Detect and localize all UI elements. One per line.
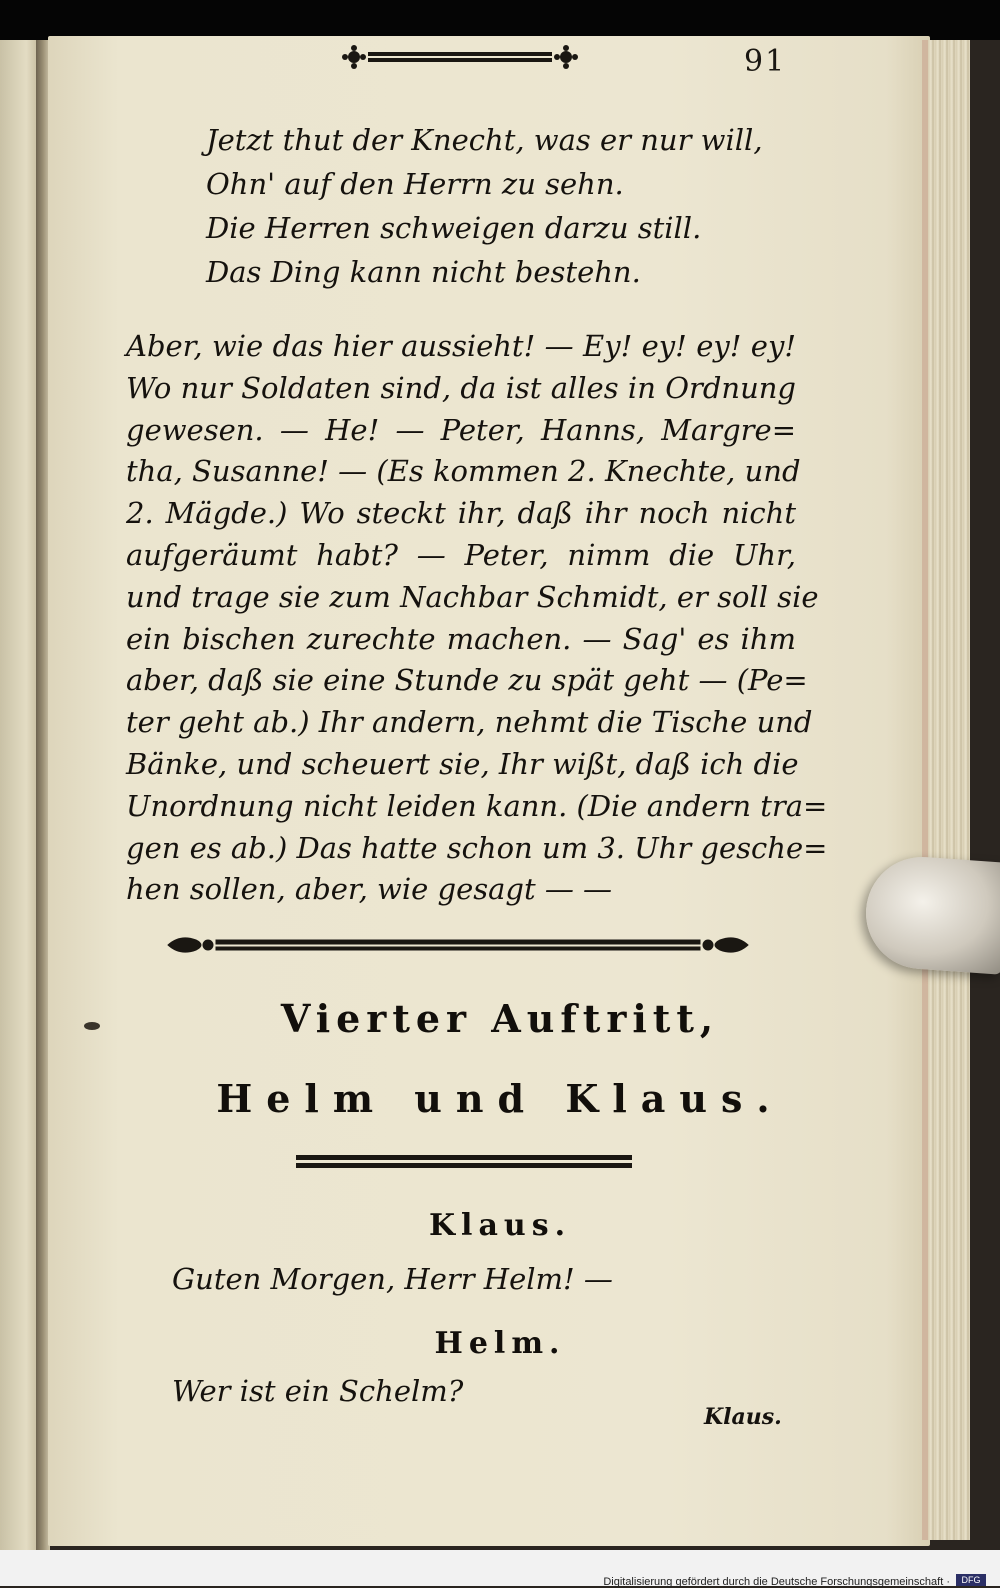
verse-line: Die Herren schweigen darzu still. xyxy=(206,211,702,245)
prose-line: hen sollen, aber, wie gesagt — — xyxy=(126,872,613,907)
prose-line: gen es ab.) Das hatte schon um 3. Uhr gesche= xyxy=(126,830,828,865)
verse-line: Das Ding kann nicht bestehn. xyxy=(206,255,641,289)
prose-line: aber, daß sie eine Stunde zu spät geht — (Pe= xyxy=(126,663,808,698)
double-rule xyxy=(296,1154,632,1170)
prose-line: Wo nur Soldaten sind, da ist alles in Ordnung xyxy=(126,370,796,405)
speaker-name: Helm. xyxy=(434,1326,566,1361)
ink-blot xyxy=(84,1022,100,1030)
scan-top-border xyxy=(0,0,1000,40)
footer-credit: Digitalisierung gefördert durch die Deutsche Forschungsgemeinschaft · xyxy=(603,1576,950,1588)
prose-line: und trage sie zum Nachbar Schmidt, er soll sie xyxy=(126,579,819,614)
prose-line: aufgeräumt habt? — Peter, nimm die Uhr, xyxy=(126,537,796,572)
verse-line: Jetzt thut der Knecht, was er nur will, xyxy=(206,123,763,157)
prose-paragraph xyxy=(126,326,828,911)
book-fore-edge xyxy=(928,40,970,1540)
scene-heading: Vierter Auftritt, xyxy=(280,996,720,1041)
prose-line: tha, Susanne! — (Es kommen 2. Knechte, und xyxy=(126,454,801,489)
prose-line: 2. Mägde.) Wo steckt ihr, daß ihr noch nicht xyxy=(126,496,796,531)
prose-line: Unordnung nicht leiden kann. (Die andern tra= xyxy=(126,788,828,823)
scene-divider-ornament xyxy=(166,928,750,962)
dialogue-line: Wer ist ein Schelm? xyxy=(172,1374,464,1408)
verse-line: Ohn' auf den Herrn zu sehn. xyxy=(206,167,624,201)
catchword: Klaus. xyxy=(704,1404,782,1430)
prose-line: Bänke, und scheuert sie, Ihr wißt, daß ich die xyxy=(126,746,799,781)
speaker-name: Klaus. xyxy=(428,1208,572,1243)
prose-line: ein bischen zurechte machen. — Sag' es ihm xyxy=(126,621,796,656)
verse-stanza xyxy=(206,118,763,294)
prose-line: Aber, wie das hier aussieht! — Ey! ey! ey! ey! xyxy=(126,329,796,363)
scene-characters: Helm und Klaus. xyxy=(216,1076,784,1121)
prose-line: gewesen. — He! — Peter, Hanns, Margre= xyxy=(126,412,796,447)
dialogue-line: Guten Morgen, Herr Helm! — xyxy=(172,1262,613,1296)
page-number: 91 xyxy=(744,44,787,79)
headpiece-ornament xyxy=(340,44,580,70)
dfg-logo: DFG xyxy=(956,1574,986,1586)
prose-line: ter geht ab.) Ihr andern, nehmt die Tische und xyxy=(126,705,813,740)
